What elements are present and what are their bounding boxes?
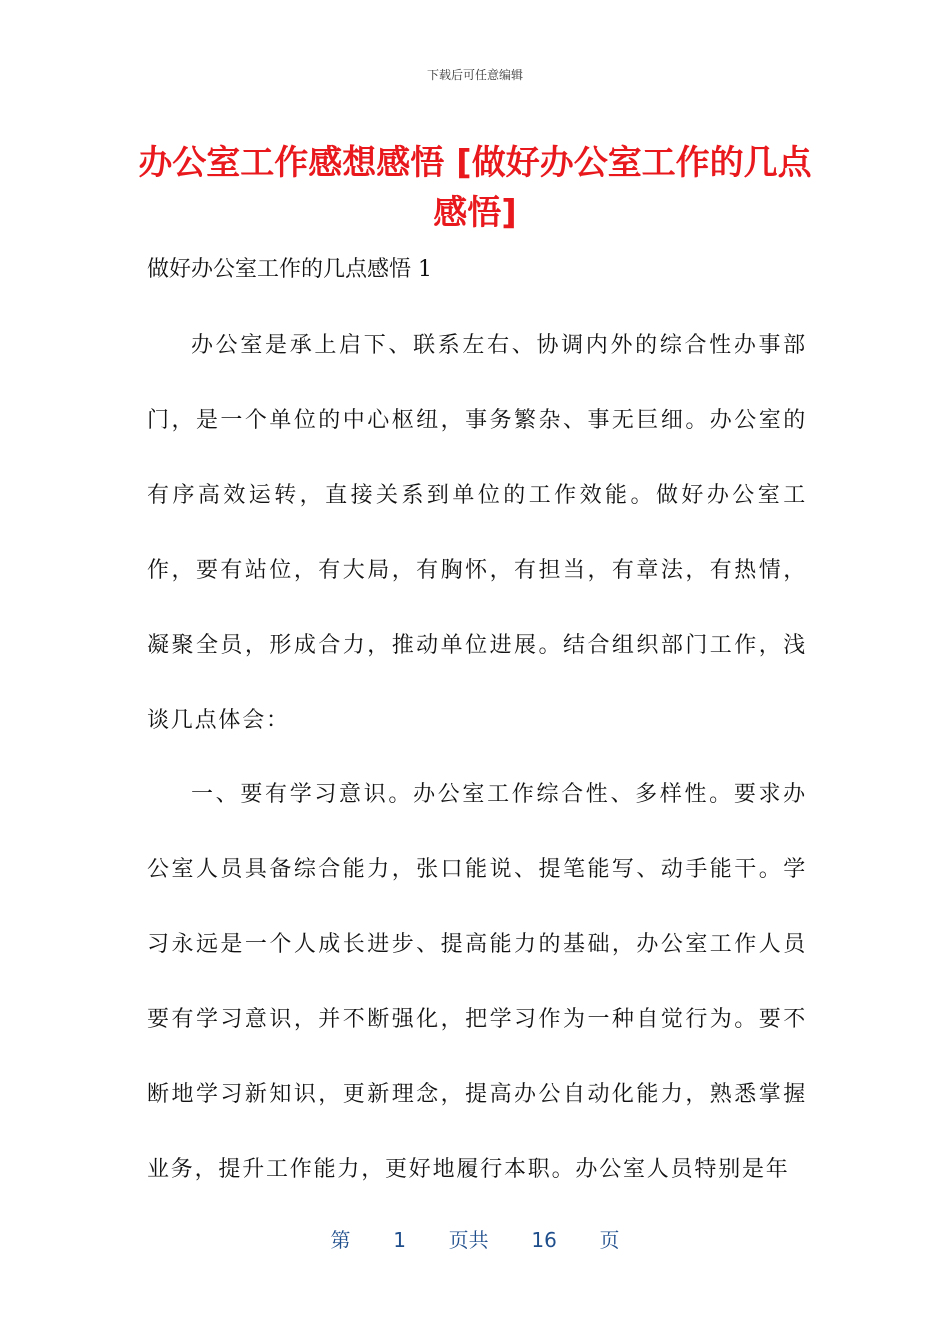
page-header-note: 下载后可任意编辑 bbox=[426, 68, 523, 82]
document-subtitle: 做好办公室工作的几点感悟 1 bbox=[147, 257, 432, 282]
page-middle-label: 页共 bbox=[448, 1228, 489, 1252]
page-suffix: 页 bbox=[599, 1228, 620, 1252]
document-title: 办公室工作感想感悟 [做好办公室工作的几点感悟] bbox=[138, 143, 812, 233]
paragraph-learning: 一、要有学习意识。办公室工作综合性、多样性。要求办公室人员具备综合能力，张口能说、提笔能写、动手能干。学习永远是一个人成长进步、提高能力的基础，办公室工作人员要有学习意识，并不断强化，把学习作为一种自觉行为。要不断地学习新知识，更新理念，提高办公自动化能力，熟悉掌握业务，提升工作能力，更好地履行本职。办公室人员特别是年 bbox=[147, 782, 807, 1182]
page-current-number: 1 bbox=[393, 1228, 406, 1252]
page-total-number: 16 bbox=[531, 1228, 557, 1252]
page-prefix: 第 bbox=[330, 1228, 351, 1252]
paragraph-intro: 办公室是承上启下、联系左右、协调内外的综合性办事部门，是一个单位的中心枢纽，事务繁杂、事无巨细。办公室的有序高效运转，直接关系到单位的工作效能。做好办公室工作，要有站位，有大局，有胸怀，有担当，有章法，有热情，凝聚全员，形成合力，推动单位进展。结合组织部门工作，浅谈几点体会： bbox=[147, 333, 807, 733]
page-footer bbox=[0, 1224, 950, 1253]
